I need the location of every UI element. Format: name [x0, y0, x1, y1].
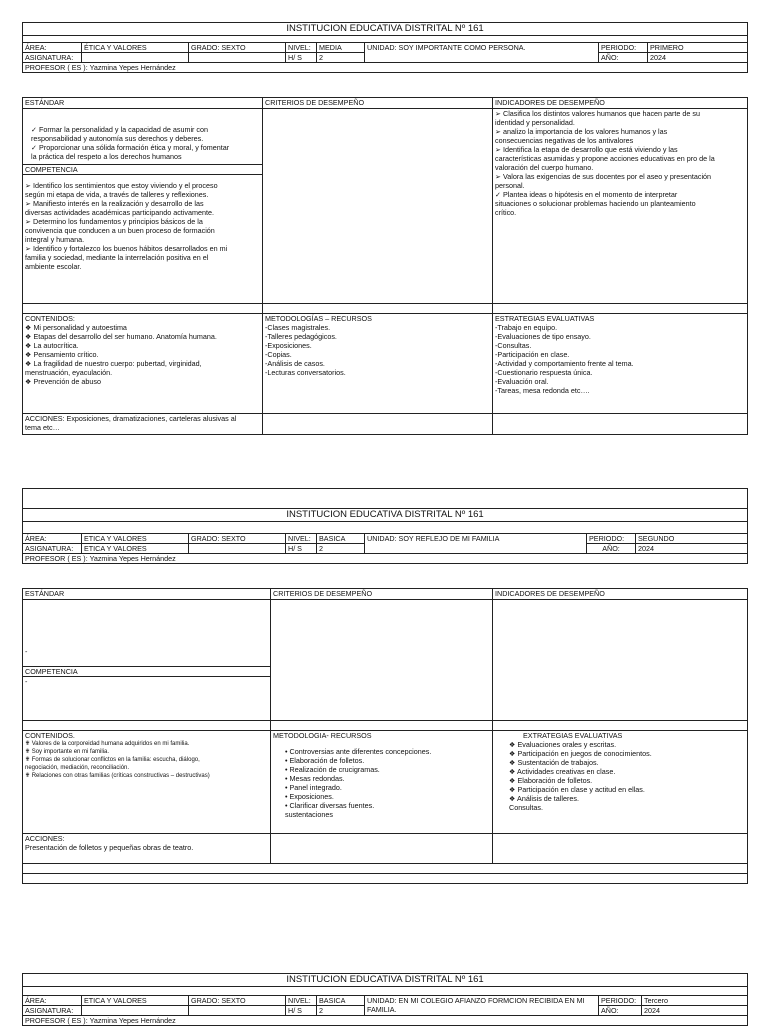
- spacer-cell: [23, 721, 271, 731]
- nivel-value: BASICA: [317, 996, 365, 1006]
- grado-label: GRADO: SEXTO: [189, 996, 286, 1006]
- contenidos-list: ❖ Mi personalidad y autoestima ❖ Etapas del desarrollo del ser humano. Anatomía humana. ❖ La autocrítica. ❖ Pensamiento crítico. ❖ La fragilidad de nuestro cuerpo: pubertad, virginidad, menstruación, eyaculación. ❖ Prevención de abuso: [25, 323, 217, 386]
- spacer-row: [23, 987, 748, 996]
- anio-value: 2024: [636, 544, 748, 554]
- empty-cell: [189, 544, 286, 554]
- estrategias-cell: ESTRATEGIAS EVALUATIVAS -Trabajo en equipo. -Evaluaciones de tipo ensayo. -Consultas. -Participación en clase. -Actividad y comportamiento frente al tema. -Cuestionario respuesta única. -Evaluación oral. -Tareas, mesa redonda etc….: [493, 314, 748, 414]
- contenidos-title: CONTENIDOS.: [25, 731, 75, 740]
- block2-body-table: [22, 588, 748, 884]
- spacer-cell: [271, 721, 493, 731]
- criterios-cell: [271, 600, 493, 721]
- estrategias-cell: [493, 731, 748, 834]
- indicadores-cell: ➢ Clasifica los distintos valores humanos que hacen parte de su identidad y personalidad. ➢ analizo la importancia de los valores humanos y las consecuencias negativas de los antivalores ➢ Identifica la etapa de desarrollo que está viviendo y las características asumidas y propone acciones educativas en pro de la valoración del cuerpo humano. ➢ Valora las exigencias de sus docentes por el aseo y presentación personal. ✓ Plantea ideas o hipótesis en el momento de interpretar situaciones o solucionar problemas haciendo un planteamiento crítico.: [493, 109, 748, 304]
- profesor-row: PROFESOR ( ES ): Yazmina Yepes Hernández: [23, 63, 748, 73]
- contenidos-cell: [23, 731, 271, 834]
- area-value: ETICA Y VALORES: [82, 534, 189, 544]
- spacer-row: [23, 874, 748, 884]
- periodo-value: Tercero: [642, 996, 748, 1006]
- spacer-row: [23, 36, 748, 43]
- asignatura-value: [82, 53, 189, 63]
- asignatura-value: [82, 1006, 189, 1016]
- empty-cell: [189, 1006, 286, 1016]
- contenidos-title: CONTENIDOS:: [25, 314, 75, 323]
- competencia-header: COMPETENCIA: [23, 667, 271, 677]
- spacer-row: [23, 522, 748, 534]
- hs-value: 2: [317, 544, 365, 554]
- nivel-value: BASICA: [317, 534, 365, 544]
- spacer-cell: [493, 721, 748, 731]
- empty-cell: [189, 53, 286, 63]
- estrategias-title: EXTRATEGIAS EVALUATIVAS: [523, 731, 623, 740]
- hs-label: H/ S: [286, 544, 317, 554]
- area-label: ÁREA:: [23, 534, 82, 544]
- contenidos-list: ✟ Valores de la corporeidad humana adquiridos en mi familia. ✟ Soy importante en mi familia. ✟ Formas de solucionar conflictos en la familia: escucha, diálogo, negociación, mediación, reconciliación. ✟ Relaciones con otras familias (críticas constructivas – destructivas): [25, 741, 210, 779]
- asignatura-label: ASIGNATURA:: [23, 544, 82, 554]
- spacer-row: [23, 489, 748, 509]
- block1-body-table: [22, 97, 748, 435]
- block2-header-table: [22, 488, 748, 564]
- asignatura-label: ASIGNATURA:: [23, 53, 82, 63]
- competencia-cell: ➢ Identifico los sentimientos que estoy viviendo y el proceso según mi etapa de vida, a través de talleres y reflexiones. ➢ Manifiesto interés en la realización y desarrollo de las diversas actividades académicas participando activamente. ➢ Determino los fundamentos y principios básicos de la convivencia que conducen a un buen proceso de formación integral y humana. ➢ Identifico y fortalezco los buenos hábitos desarrollados en mi familia y sociedad, mediante la interrelación positiva en el ambiente escolar.: [23, 175, 263, 304]
- spacer-cell: [493, 304, 748, 314]
- metodologia-list: • Controversias ante diferentes concepciones. • Elaboración de folletos. • Realización de crucigramas. • Mesas redondas. • Panel integrado. • Exposiciones. • Clarificar diversas fuentes. sustentaciones: [285, 747, 432, 819]
- acciones-cell: ACCIONES: Presentación de folletos y pequeñas obras de teatro.: [23, 834, 271, 864]
- hs-value: 2: [317, 53, 365, 63]
- estandar-cell: ✓ Formar la personalidad y la capacidad de asumir con responsabilidad y autonomía sus derechos y deberes. ✓ Proporcionar una sólida formación ética y moral, y fomentar la práctica del respeto a los derechos humanos: [23, 109, 263, 165]
- school-title: INSTITUCION EDUCATIVA DISTRITAL Nº 161: [23, 23, 748, 36]
- acciones-cell: ACCIONES: Exposiciones, dramatizaciones, carteleras alusivas al tema etc…: [23, 414, 263, 435]
- nivel-value: MEDIA: [317, 43, 365, 53]
- periodo-label: PERIODO:: [587, 534, 636, 544]
- indicadores-cell: [493, 600, 748, 721]
- periodo-value: SEGUNDO: [636, 534, 748, 544]
- periodo-label: PERIODO:: [599, 996, 642, 1006]
- empty-cell: [271, 834, 493, 864]
- estrategias-list: ❖ Evaluaciones orales y escritas. ❖ Participación en juegos de conocimientos. ❖ Sustentación de trabajos. ❖ Actividades creativas en clase. ❖ Elaboración de folletos. ❖ Participación en clase y actitud en ellas. ❖ Análisis de talleres. Consultas.: [509, 740, 652, 812]
- anio-label: AÑO:: [599, 53, 648, 63]
- indicadores-header: INDICADORES DE DESEMPEÑO: [493, 98, 748, 109]
- profesor-row: PROFESOR ( ES ): Yazmina Yepes Hernández: [23, 554, 748, 564]
- empty-cell: [493, 414, 748, 435]
- school-title: INSTITUCION EDUCATIVA DISTRITAL Nº 161: [23, 509, 748, 522]
- metodologia-cell: [271, 731, 493, 834]
- estandar-header: ESTÁNDAR: [23, 98, 263, 109]
- hs-label: H/ S: [286, 53, 317, 63]
- anio-label: AÑO:: [599, 1006, 642, 1016]
- unidad-value: UNIDAD: SOY REFLEJO DE MI FAMILIA: [365, 534, 587, 554]
- periodo-label: PERIODO:: [599, 43, 648, 53]
- area-label: ÁREA:: [23, 996, 82, 1006]
- empty-cell: [493, 834, 748, 864]
- anio-value: 2024: [642, 1006, 748, 1016]
- area-value: ETICA Y VALORES: [82, 996, 189, 1006]
- empty-cell: [263, 414, 493, 435]
- criterios-cell: [263, 109, 493, 304]
- nivel-label: NIVEL:: [286, 43, 317, 53]
- hs-label: H/ S: [286, 1006, 317, 1016]
- nivel-label: NIVEL:: [286, 534, 317, 544]
- spacer-cell: [23, 304, 263, 314]
- indicadores-header: INDICADORES DE DESEMPEÑO: [493, 589, 748, 600]
- estandar-cell: -: [23, 600, 271, 667]
- unidad-value: UNIDAD: EN MI COLEGIO AFIANZO FORMCION RECIBIDA EN MI FAMILIA.: [365, 996, 599, 1016]
- competencia-cell: -: [23, 677, 271, 721]
- unidad-value: UNIDAD: SOY IMPORTANTE COMO PERSONA.: [365, 43, 599, 63]
- spacer-row: [23, 864, 748, 874]
- estandar-header: ESTÁNDAR: [23, 589, 271, 600]
- profesor-row: PROFESOR ( ES ): Yazmina Yepes Hernández: [23, 1016, 748, 1026]
- hs-value: 2: [317, 1006, 365, 1016]
- asignatura-label: ASIGNATURA:: [23, 1006, 82, 1016]
- criterios-header: CRITERIOS DE DESEMPEÑO: [263, 98, 493, 109]
- spacer-cell: [263, 304, 493, 314]
- competencia-header: COMPETENCIA: [23, 165, 263, 175]
- grado-label: GRADO: SEXTO: [189, 534, 286, 544]
- grado-label: GRADO: SEXTO: [189, 43, 286, 53]
- contenidos-cell: [23, 314, 263, 414]
- school-title: INSTITUCION EDUCATIVA DISTRITAL Nº 161: [23, 974, 748, 987]
- anio-value: 2024: [648, 53, 748, 63]
- metodologia-title: METODOLOGIA- RECURSOS: [273, 731, 372, 740]
- anio-label: AÑO:: [587, 544, 636, 554]
- criterios-header: CRITERIOS DE DESEMPEÑO: [271, 589, 493, 600]
- metodologias-cell: METODOLOGÍAS – RECURSOS -Clases magistrales. -Talleres pedagógicos. -Exposiciones. -Copias. -Análisis de casos. -Lecturas conversatorios.: [263, 314, 493, 414]
- area-value: ÉTICA Y VALORES: [82, 43, 189, 53]
- periodo-value: PRIMERO: [648, 43, 748, 53]
- asignatura-value: ETICA Y VALORES: [82, 544, 189, 554]
- nivel-label: NIVEL:: [286, 996, 317, 1006]
- area-label: ÁREA:: [23, 43, 82, 53]
- block1-header-table: [22, 22, 748, 73]
- block3-header-table: [22, 973, 748, 1026]
